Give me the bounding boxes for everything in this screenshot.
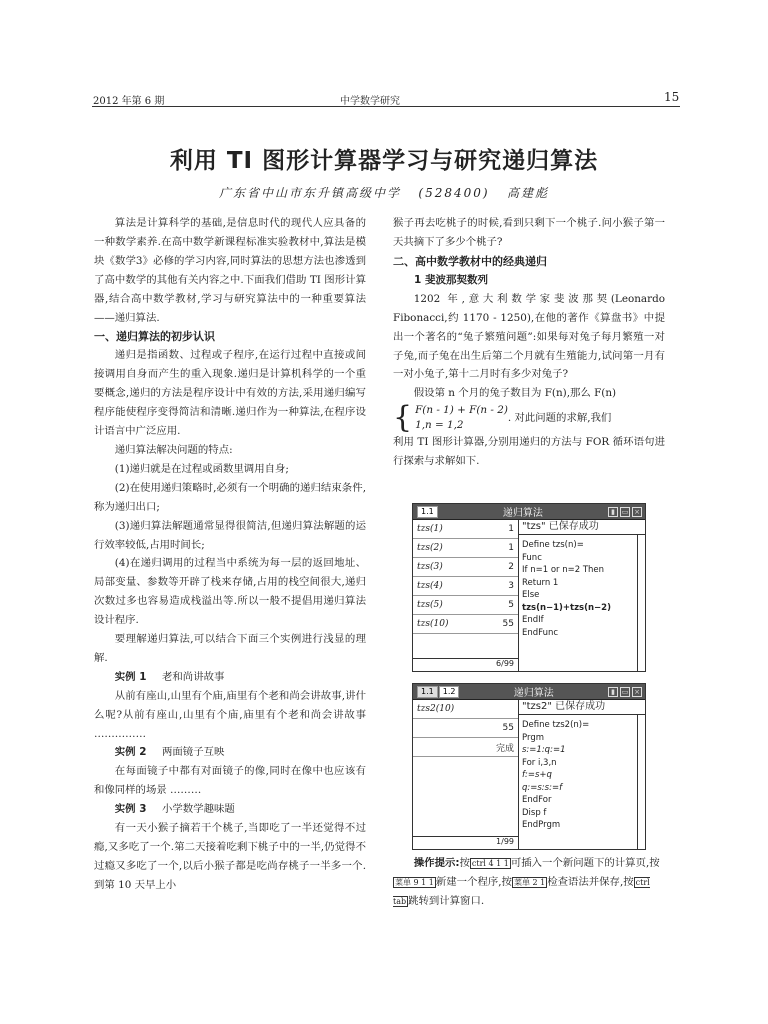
code-line: s:=1:q:=1: [522, 745, 566, 755]
example-label: 实例 3: [114, 803, 147, 816]
paragraph: 1202 年,意大利数学家斐波那契(Leonardo Fibonacci,约 1170 - 1250),在他的著作《算盘书》中提出一个著名的“兔子繁殖问题”:如果每对兔子每月繁殖一对子兔,而子兔在出生后第二个月就有生殖能力,试问第一月有一对小兔子,第十二月时有多少对兔子?: [393, 292, 665, 381]
window-controls: [608, 507, 642, 517]
program-editor[interactable]: [519, 520, 645, 671]
expr: tzs(5): [417, 600, 443, 610]
paragraph: 递归算法解决问题的特点:: [114, 443, 233, 456]
code-line: f:=s+q: [522, 770, 552, 780]
history-row[interactable]: [413, 577, 518, 596]
code-line: EndFunc: [522, 627, 559, 638]
code-line: Define tzs2(n)=: [522, 720, 590, 730]
code-line: tzs(n−1)+tzs(n−2): [522, 602, 611, 613]
title-bar: [413, 684, 645, 700]
list-item: (3)递归算法解题通常显得很简洁,但递归算法解题的运行效率较低,占用时间长;: [94, 519, 366, 551]
title-bar: [413, 504, 645, 520]
expr: tzs(10): [417, 619, 449, 629]
tab-1-2[interactable]: 1.2: [439, 686, 460, 698]
history-row[interactable]: [413, 719, 518, 738]
code-line: Return 1: [522, 577, 559, 588]
affiliation: [0, 184, 768, 201]
section-heading-2: 二、高中数学教材中的经典递归: [393, 254, 547, 268]
history-count: 6/99: [413, 658, 518, 671]
scrollbar[interactable]: [637, 714, 645, 849]
brace: {: [393, 400, 413, 436]
expr: tzs(2): [417, 543, 443, 553]
calculator-pane[interactable]: [413, 700, 519, 849]
right-column: [393, 214, 665, 471]
subsection-heading: 1 斐波那契数列: [414, 273, 488, 286]
restore-icon[interactable]: ▭: [621, 687, 629, 696]
history-row[interactable]: [413, 520, 518, 539]
result: 完成: [495, 743, 514, 754]
doc-title: 递归算法: [502, 508, 543, 519]
history-row[interactable]: [413, 539, 518, 558]
paragraph: 假设第 n 个月的兔子数目为 F(n),那么 F(n): [413, 387, 617, 400]
expr: tzs2(10): [417, 704, 455, 714]
key-sequence: ctrl tab: [393, 878, 650, 906]
example-heading: [94, 800, 366, 819]
paragraph: 要理解递归算法,可以结合下面三个实例进行浅显的理解.: [94, 633, 366, 664]
list-item: (2)在使用递归策略时,必须有一个明确的递归结束条件,称为递归出口;: [94, 481, 366, 513]
expr: tzs(1): [417, 524, 443, 534]
doc-title: 递归算法: [513, 688, 554, 699]
list-item: (1)递归就是在过程或函数里调用自身;: [114, 462, 289, 475]
journal-name: 中学数学研究: [340, 96, 400, 107]
battery-icon: ▮: [608, 687, 618, 697]
close-icon[interactable]: ×: [632, 507, 642, 517]
code-line: EndIf: [522, 615, 544, 625]
paragraph: 递归是指函数、过程或子程序,在运行过程中直接或间接调用自身而产生的重入现象.递归是计算机科学的一个重要概念,递归的方法是程序设计中有效的方法,采用递归编写程序能使程序变得简洁和清晰.递归作为一种算法,在程序设计语言中广泛应用.: [94, 349, 366, 438]
code-line: For i,3,n: [522, 757, 557, 768]
operation-tip: [393, 854, 665, 911]
code-line: Define tzs(n)=: [522, 540, 584, 550]
calculator-screen-1: [412, 503, 646, 672]
code-line: EndFor: [522, 795, 552, 805]
result: 1: [508, 524, 514, 534]
author-name: 高建彪: [507, 186, 550, 200]
tip-text: 跳转到计算窗口.: [408, 895, 485, 907]
calculator-screen-2: [412, 683, 646, 850]
code-line: Disp f: [522, 807, 547, 818]
example-title: 小学数学趣味题: [162, 803, 235, 816]
code-line: Prgm: [522, 732, 544, 743]
formula-case: F(n - 1) + F(n - 2): [415, 404, 508, 417]
result: 55: [502, 619, 514, 629]
result: 2: [508, 562, 514, 572]
key-sequence: ctrl 4 1 1: [471, 859, 509, 868]
example-heading: [94, 743, 366, 762]
history-row[interactable]: [413, 700, 518, 719]
example-label: 实例 2: [114, 746, 147, 759]
formula-case: 1,n = 1,2: [415, 419, 464, 432]
tip-text: 按: [459, 857, 470, 869]
tip-label: 操作提示:: [413, 857, 460, 869]
paragraph: 在每面镜子中都有对面镜子的像,同时在像中也应该有和像同样的场景 ………: [94, 765, 366, 797]
header-rule: [92, 106, 680, 107]
restore-icon[interactable]: ▭: [621, 507, 629, 516]
result: 1: [508, 543, 514, 553]
school-name: 广东省中山市东升镇高级中学: [218, 186, 401, 200]
scrollbar[interactable]: [637, 534, 645, 671]
history-row[interactable]: [413, 558, 518, 577]
code-block: [519, 715, 645, 836]
piecewise-formula: [393, 400, 665, 436]
paragraph: 有一天小猴子摘若干个桃子,当即吃了一半还觉得不过瘾,又多吃了一个.第二天接着吃剩下桃子中的一半,仍觉得不过瘾又多吃了一个,以后小猴子都是吃尚存桃子一半多一个.到第 10 天早上小: [94, 822, 366, 891]
tab-1-1[interactable]: 1.1: [417, 686, 438, 698]
tip-text: 新建一个程序,按: [435, 876, 512, 888]
key-sequence: 菜单 2 1: [513, 878, 546, 887]
code-line: EndPrgm: [522, 820, 561, 830]
program-editor[interactable]: [519, 700, 645, 849]
issue-label: 2012 年第 6 期: [93, 96, 165, 107]
example-heading: [94, 668, 366, 687]
example-label: 实例 1: [114, 670, 147, 683]
expr: tzs(3): [417, 562, 443, 572]
formula-cases: [415, 403, 508, 433]
result: 55: [502, 723, 514, 733]
formula-trail: . 对此问题的求解,我们: [507, 411, 612, 424]
calculator-pane[interactable]: [413, 520, 519, 671]
tab-1-1[interactable]: 1.1: [417, 506, 438, 518]
history-row[interactable]: [413, 738, 518, 757]
intro-paragraph: 算法是计算科学的基础,是信息时代的现代人应具备的一种数学素养.在高中数学新课程标准实验教材中,算法是模块《数学3》必修的学习内容,同时算法的思想方法也渗透到了高中数学的其他有关内容之中.下面我们借助 TI 图形计算器,结合高中数学教材,学习与研究算法中的一种重要算法——递归算法.: [94, 217, 366, 324]
code-block: [519, 535, 645, 643]
code-line: Func: [522, 552, 542, 563]
battery-icon: ▮: [608, 507, 618, 517]
key-sequence: 菜单 9 1 1: [395, 878, 434, 887]
history-row[interactable]: [413, 596, 518, 615]
history-count: 1/99: [413, 836, 518, 849]
code-line: Else: [522, 590, 540, 600]
paragraph: 利用 TI 图形计算器,分别用递归的方法与 FOR 循环语句进行探索与求解如下.: [393, 436, 665, 468]
page-number: 15: [664, 90, 680, 104]
tip-text: 检查语法并保存,按: [547, 876, 634, 888]
tip-text: 可插入一个新问题下的计算页,按: [510, 857, 660, 869]
article-title: 利用 TI 图形计算器学习与研究递归算法: [169, 148, 599, 174]
save-message: "tzs" 已保存成功: [519, 520, 645, 535]
list-item: (4)在递归调用的过程当中系统为每一层的返回地址、局部变量、参数等开辟了栈来存储,占用的栈空间很大,递归次数过多也容易造成栈溢出等.所以一般不提倡用递归算法设计程序.: [94, 557, 366, 627]
result: 3: [508, 581, 514, 591]
postal-code: (528400): [418, 186, 490, 200]
example-title: 老和尚讲故事: [162, 670, 225, 683]
left-column: [94, 214, 366, 895]
code-line: q:=s:s:=f: [522, 782, 563, 793]
window-controls: [608, 687, 642, 697]
close-icon[interactable]: ×: [632, 687, 642, 697]
result: 5: [508, 600, 514, 610]
paragraph: 猴子再去吃桃子的时候,看到只剩下一个桃子.问小猴子第一天共摘下了多少个桃子?: [393, 217, 665, 248]
save-message: "tzs2" 已保存成功: [519, 700, 645, 715]
example-title: 两面镜子互映: [162, 746, 225, 759]
history-row[interactable]: [413, 615, 518, 634]
paragraph: 从前有座山,山里有个庙,庙里有个老和尚会讲故事,讲什么呢?从前有座山,山里有个庙,庙里有个老和尚会讲故事 ……………: [94, 689, 366, 740]
expr: tzs(4): [417, 581, 443, 591]
code-line: If n=1 or n=2 Then: [522, 565, 605, 575]
section-heading-1: 一、递归算法的初步认识: [94, 330, 215, 344]
